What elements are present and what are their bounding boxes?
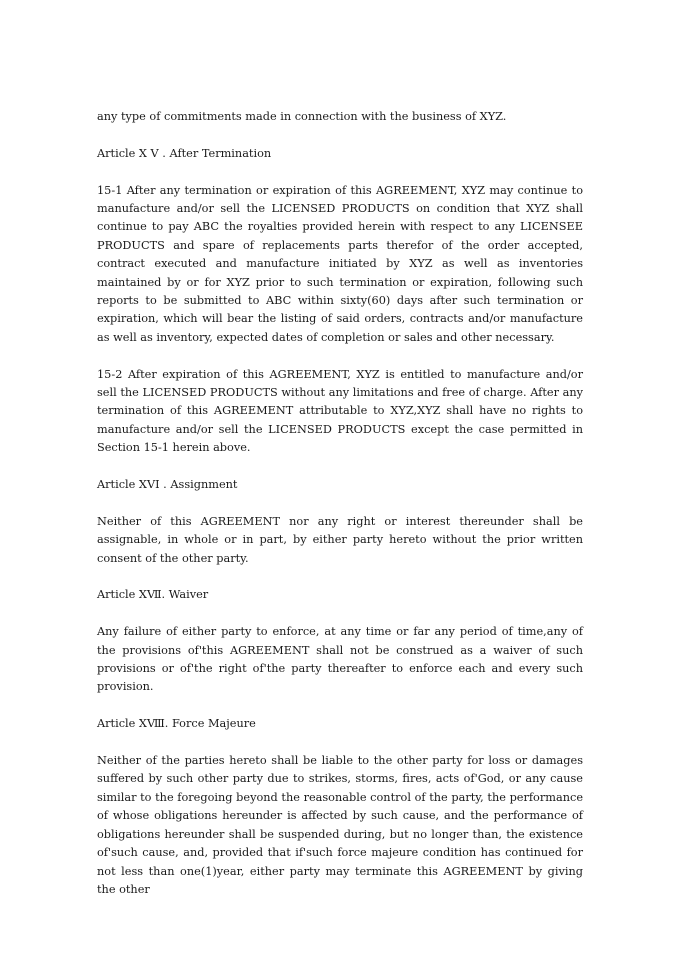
document-page bbox=[97, 108, 583, 899]
paragraph-continuation: any type of commitments made in connection with the business of XYZ. bbox=[97, 110, 507, 123]
paragraph-waiver: Any failure of either party to enforce, at any time or far any period of time,any of the provisions of'this AGREEMENT shall not be construed as a waiver of such provisions or of'the right of'the party thereafter to enforce each and every such provision. bbox=[97, 625, 583, 694]
heading-article-16: Article XVI . Assignment bbox=[97, 478, 238, 492]
paragraph-force-majeure: Neither of the parties hereto shall be liable to the other party for loss or damages suffered by such other party due to strikes, storms, fires, acts of'God, or any cause similar to the foregoing beyond the reasonable control of the party, the performance of whose obligations hereunder is affected by such cause, and the performance of obligations hereunder shall be suspended during, but no longer than, the existence of'such cause, and, provided that if'such force majeure condition has continued for not less than one(1)year, either party may terminate this AGREEMENT by giving the other bbox=[97, 754, 583, 896]
heading-article-17: Article XⅦ. Waiver bbox=[97, 588, 209, 602]
heading-article-18: Article XⅧ. Force Majeure bbox=[97, 717, 256, 731]
paragraph-15-2: 15-2 After expiration of this AGREEMENT, XYZ is entitled to manufacture and/or sell the LICENSED PRODUCTS without any limitations and free of charge. After any termination of this AGREEMENT attributable to XYZ,XYZ shall have no rights to manufacture and/or sell the LICENSED PRODUCTS except the case permitted in Section 15-1 herein above. bbox=[97, 367, 583, 455]
paragraph-15-1: 15-1 After any termination or expiration of this AGREEMENT, XYZ may continue to manufacture and/or sell the LICENSED PRODUCTS on condition that XYZ shall continue to pay ABC the royalties provided herein with respect to any LICENSEE PRODUCTS and spare of replacements parts therefor of the order accepted, contract executed and manufacture initiated by XYZ as well as inventories maintained by or for XYZ prior to such termination or expiration, following such reports to be submitted to ABC within sixty(60) days after such termination or expiration, which will bear the listing of said orders, contracts and/or manufacture as well as inventory, expected dates of completion or sales and other necessary. bbox=[97, 183, 583, 344]
heading-article-15: Article Ⅹ Ⅴ . After Termination bbox=[97, 146, 272, 160]
paragraph-assignment: Neither of this AGREEMENT nor any right or interest thereunder shall be assignable, in whole or in part, by either party hereto without the prior written consent of the other party. bbox=[97, 514, 583, 565]
